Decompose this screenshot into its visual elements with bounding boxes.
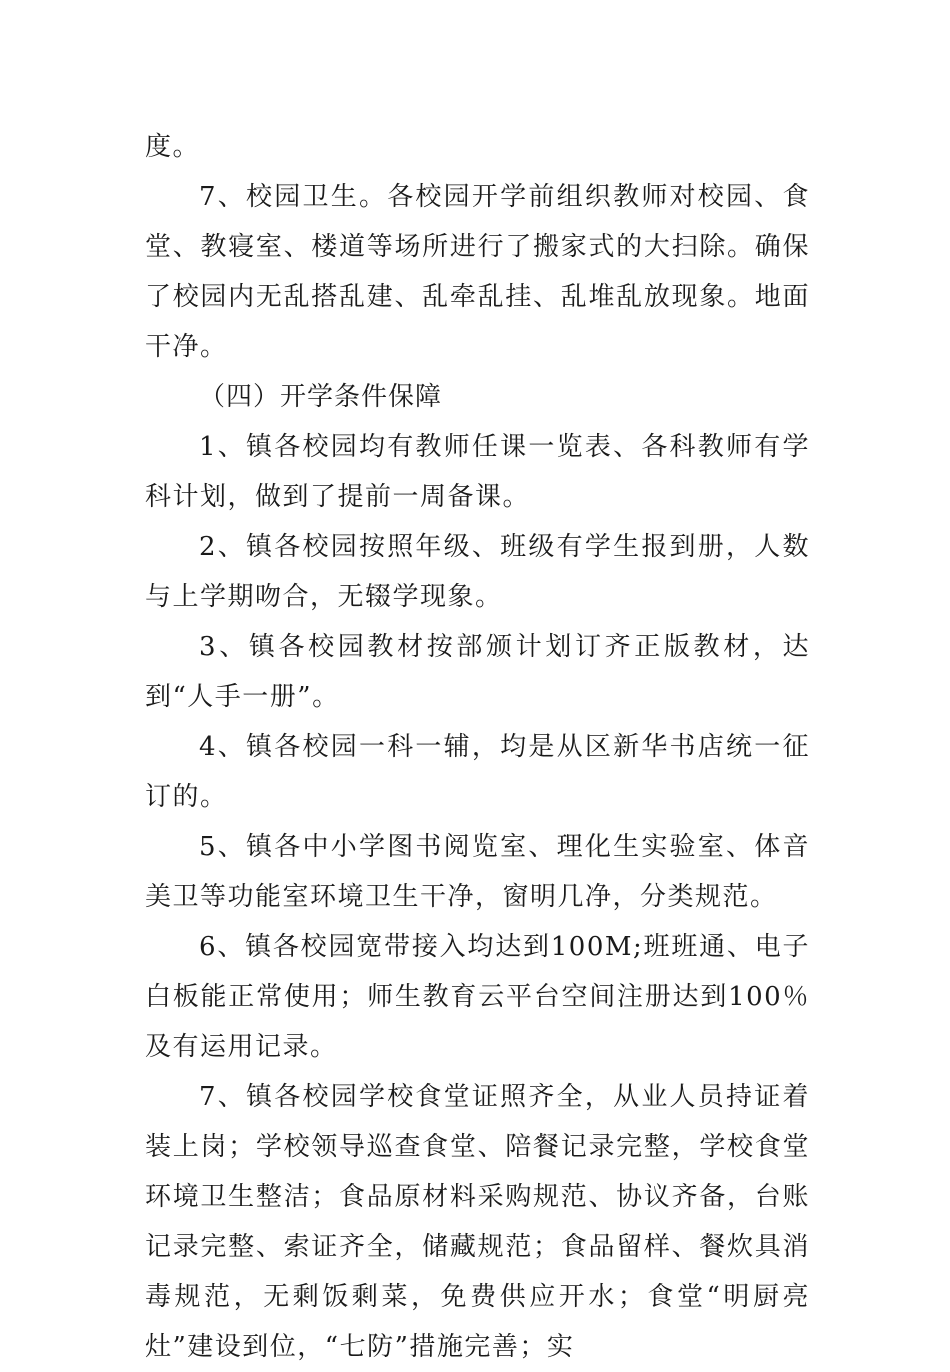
document-body — [145, 122, 810, 1372]
paragraph-item-3: 3、镇各校园教材按部颁计划订齐正版教材，达到“人手一册”。 — [145, 632, 810, 712]
paragraph-item-4: 4、镇各校园一科一辅，均是从区新华书店统一征订的。 — [145, 732, 810, 812]
paragraph-item-2: 2、镇各校园按照年级、班级有学生报到册，人数与上学期吻合，无辍学现象。 — [145, 532, 810, 612]
paragraph-item-6: 6、镇各校园宽带接入均达到100M;班班通、电子白板能正常使用；师生教育云平台空间注册达到100％及有运用记录。 — [145, 932, 810, 1062]
paragraph-item-7: 7、镇各校园学校食堂证照齐全，从业人员持证着装上岗；学校领导巡查食堂、陪餐记录完整，学校食堂环境卫生整洁；食品原材料采购规范、协议齐备，台账记录完整、索证齐全，储藏规范；食品留样、餐炊具消毒规范，无剩饭剩菜，免费供应开水；食堂“明厨亮灶”建设到位，“七防”措施完善；实 — [145, 1082, 810, 1362]
paragraph-item-5: 5、镇各中小学图书阅览室、理化生实验室、体音美卫等功能室环境卫生干净，窗明几净，分类规范。 — [145, 832, 810, 912]
paragraph-continuation: 度。 — [145, 132, 201, 162]
section-heading-opening-conditions: （四）开学条件保障 — [199, 382, 443, 412]
paragraph-campus-hygiene: 7、校园卫生。各校园开学前组织教师对校园、食堂、教寝室、楼道等场所进行了搬家式的大扫除。确保了校园内无乱搭乱建、乱牵乱挂、乱堆乱放现象。地面干净。 — [145, 182, 810, 362]
paragraph-item-1: 1、镇各校园均有教师任课一览表、各科教师有学科计划，做到了提前一周备课。 — [145, 432, 810, 512]
